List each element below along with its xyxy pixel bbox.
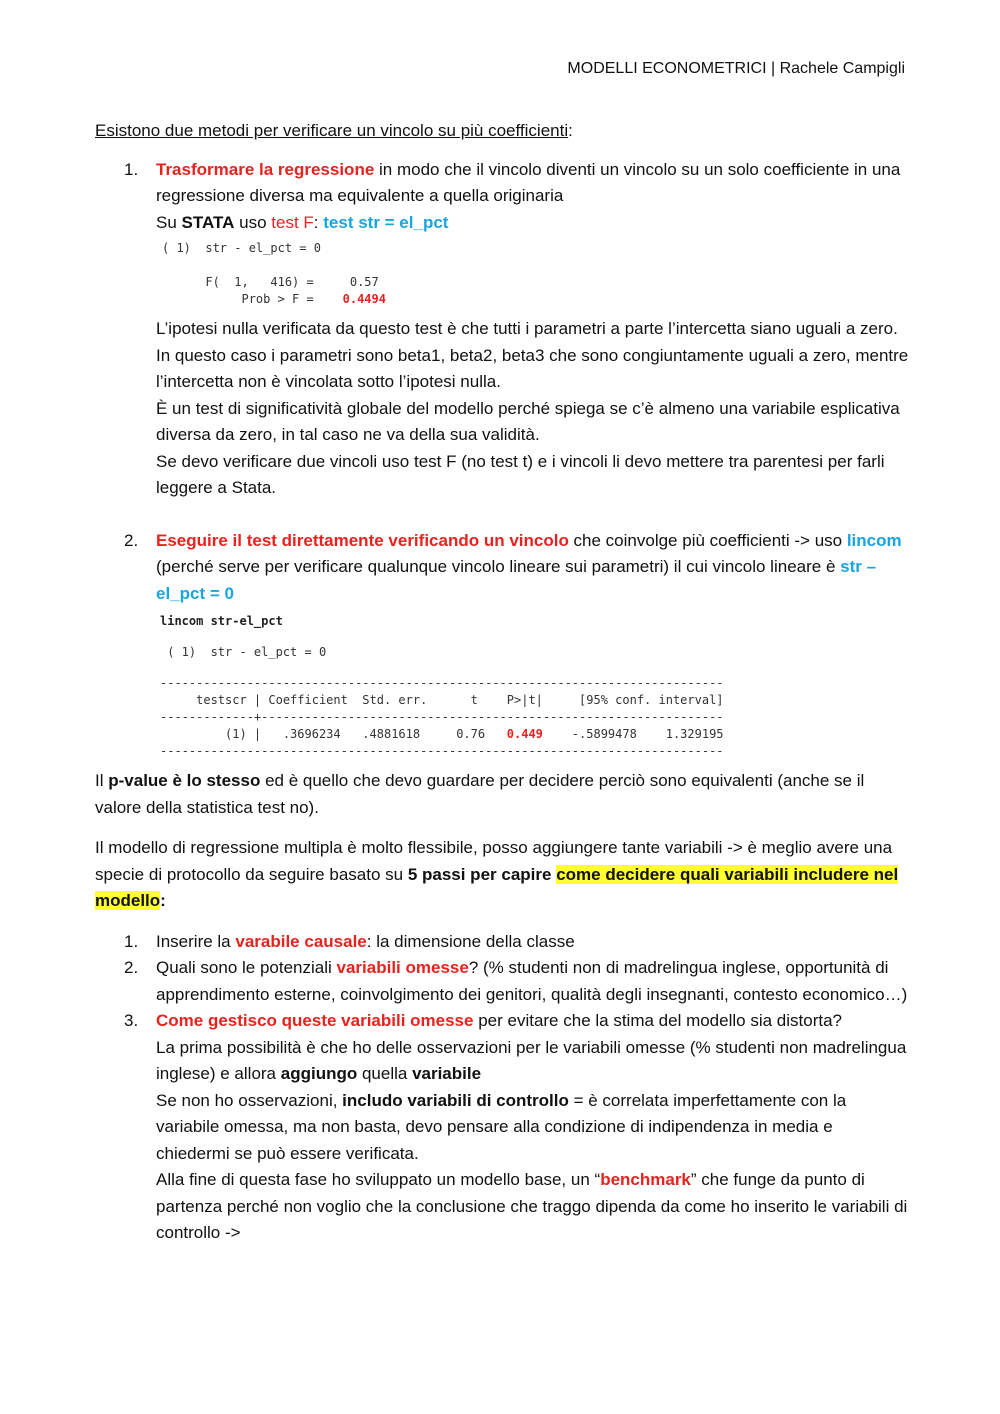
method-2-description <box>156 528 910 608</box>
step-text: Se non ho osservazioni, <box>156 1090 343 1110</box>
model-bold: 5 passi per capire <box>407 864 552 884</box>
step-text: ? (% studenti non di madrelingua inglese, opportunità di apprendimento esterne, coinvolgimento dei genitori, qualità degli insegnanti, contesto economico…) <box>156 958 908 1004</box>
test-f-output <box>162 240 910 308</box>
intro-colon: : <box>568 121 573 140</box>
step-3-paragraph-2 <box>156 1088 910 1168</box>
benchmark-word: benchmark <box>600 1170 691 1189</box>
code-rule: -------------+---------------------------------------------------------------- <box>160 710 724 724</box>
step-text: quella <box>357 1064 413 1083</box>
step-text: La prima possibilità è che ho delle osservazioni per le variabili omesse (% studenti non madrelingua inglese) e allora <box>156 1037 907 1083</box>
code-row-end: -.5899478 1.329195 <box>542 727 724 741</box>
step-bold: variabile <box>412 1064 482 1083</box>
list-number: 2. <box>124 530 139 550</box>
p-value-highlight: 0.4494 <box>342 292 386 306</box>
step-item-3 <box>95 1008 910 1247</box>
step-highlight: varabile causale <box>235 931 367 951</box>
method-item-2 <box>95 528 910 761</box>
model-text: Il modello di regressione multipla è molto flessibile, posso aggiungere tante variabili -> è meglio avere una specie di protocollo da seguire basato su <box>95 838 893 884</box>
pvalue-bold: p-value è lo stesso <box>108 771 261 790</box>
explanation-paragraph: È un test di significatività globale del modello perché spiega se c’è almeno una variabile esplicativa diversa da zero, in tal caso ne va della sua validità. <box>156 398 900 444</box>
step-text: Inserire la <box>156 931 236 951</box>
p-value-highlight: 0.449 <box>506 727 543 741</box>
code-rule: ------------------------------------------------------------------------------ <box>160 744 724 758</box>
step-1-text <box>156 929 910 956</box>
pvalue-rest: ed è quello che devo guardare per decidere perciò sono equivalenti (anche se il valore della statistica test no). <box>95 771 865 817</box>
list-number: 1. <box>124 931 139 951</box>
step-3-title <box>156 1008 910 1035</box>
stata-uso: uso <box>234 212 272 232</box>
lincom-output <box>160 613 910 760</box>
constraint-expression: str – el_pct = 0 <box>156 557 877 603</box>
model-highlight: come decidere quali variabili includere nel modello <box>95 864 899 910</box>
explanation-paragraph: Se devo verificare due vincoli uso test F (no test t) e i vincoli li devo mettere tra parentesi per farli leggere a Stata. <box>156 451 885 497</box>
stata-command: test str = el_pct <box>323 212 449 232</box>
step-text: Alla fine di questa fase ho sviluppato un modello base, un “ <box>156 1170 601 1189</box>
stata-prefix: Su <box>156 212 182 232</box>
code-command: lincom str-el_pct <box>160 614 283 628</box>
step-bold: includo variabili di controllo <box>342 1090 569 1110</box>
step-text: Quali sono le potenziali <box>156 958 337 977</box>
document-body <box>95 118 910 1247</box>
method-2-rest: che coinvolge più coefficienti -> uso <box>568 530 847 550</box>
step-item-2 <box>95 955 910 1008</box>
intro-text: Esistono due metodi per verificare un vincolo su più coefficienti <box>95 121 569 140</box>
code-row: (1) | .3696234 .4881618 0.76 <box>160 727 507 741</box>
list-number: 2. <box>124 958 139 977</box>
code-line: ( 1) str - el_pct = 0 <box>160 645 327 659</box>
pvalue-prefix: Il <box>95 771 109 790</box>
list-number: 3. <box>124 1011 139 1030</box>
code-rule: ------------------------------------------------------------------------------ <box>160 676 724 690</box>
code-line: Prob > F = <box>162 292 343 306</box>
step-bold: aggiungo <box>280 1064 358 1083</box>
code-line: F( 1, 416) = 0.57 <box>162 275 379 289</box>
step-3-paragraph-1 <box>156 1035 910 1088</box>
step-text: per evitare che la stima del modello sia distorta? <box>473 1011 842 1030</box>
method-2-rest2: (perché serve per verificare qualunque vincolo lineare sui parametri) il cui vincolo lineare è <box>156 557 841 576</box>
method-1-rest: in modo che il vincolo diventi un vincolo su un solo coefficiente in una regressione diversa ma equivalente a quella originaria <box>156 159 901 205</box>
step-highlight: variabili omesse <box>336 958 469 977</box>
step-text: : la dimensione della classe <box>366 931 575 951</box>
lincom-word: lincom <box>846 530 902 550</box>
code-table-header: testscr | Coefficient Std. err. t P>|t| [95% conf. interval] <box>160 693 724 707</box>
stata-word: STATA <box>181 212 235 232</box>
step-2-text <box>156 955 910 1008</box>
test-f-label: test F <box>271 212 314 232</box>
stata-colon: : <box>313 212 324 232</box>
intro-line <box>95 118 910 145</box>
method-1-description <box>156 157 910 210</box>
step-3-paragraph-3 <box>156 1167 910 1247</box>
explanation-paragraph: L’ipotesi nulla verificata da questo test è che tutti i parametri a parte l’intercetta siano uguali a zero. In questo caso i parametri sono beta1, beta2, beta3 che sono congiuntamente uguali a zero, mentre l’intercetta non è vincolata sotto l’ipotesi nulla. <box>156 319 909 391</box>
step-text: ” che funge da punto di partenza perché non voglio che la conclusione che traggo dipenda da come ho inserito le variabili di controllo -> <box>156 1170 908 1242</box>
stata-line <box>156 210 910 237</box>
pvalue-paragraph <box>95 768 910 821</box>
model-colon: : <box>160 891 166 910</box>
method-2-lead: Eseguire il test direttamente verificando un vincolo <box>156 530 569 550</box>
step-item-1 <box>95 929 910 956</box>
step-highlight: Come gestisco queste variabili omesse <box>156 1011 474 1030</box>
code-line: ( 1) str - el_pct = 0 <box>162 241 321 255</box>
step-text: = è correlata imperfettamente con la variabile omessa, ma non basta, devo pensare alla condizione di indipendenza in media e chiedermi se può essere verificata. <box>156 1090 847 1163</box>
list-number: 1. <box>124 159 139 179</box>
model-paragraph <box>95 835 910 915</box>
method-1-lead: Trasformare la regressione <box>156 159 375 179</box>
method-item-1 <box>95 157 910 502</box>
page-header: MODELLI ECONOMETRICI | Rachele Campigli <box>567 60 905 77</box>
